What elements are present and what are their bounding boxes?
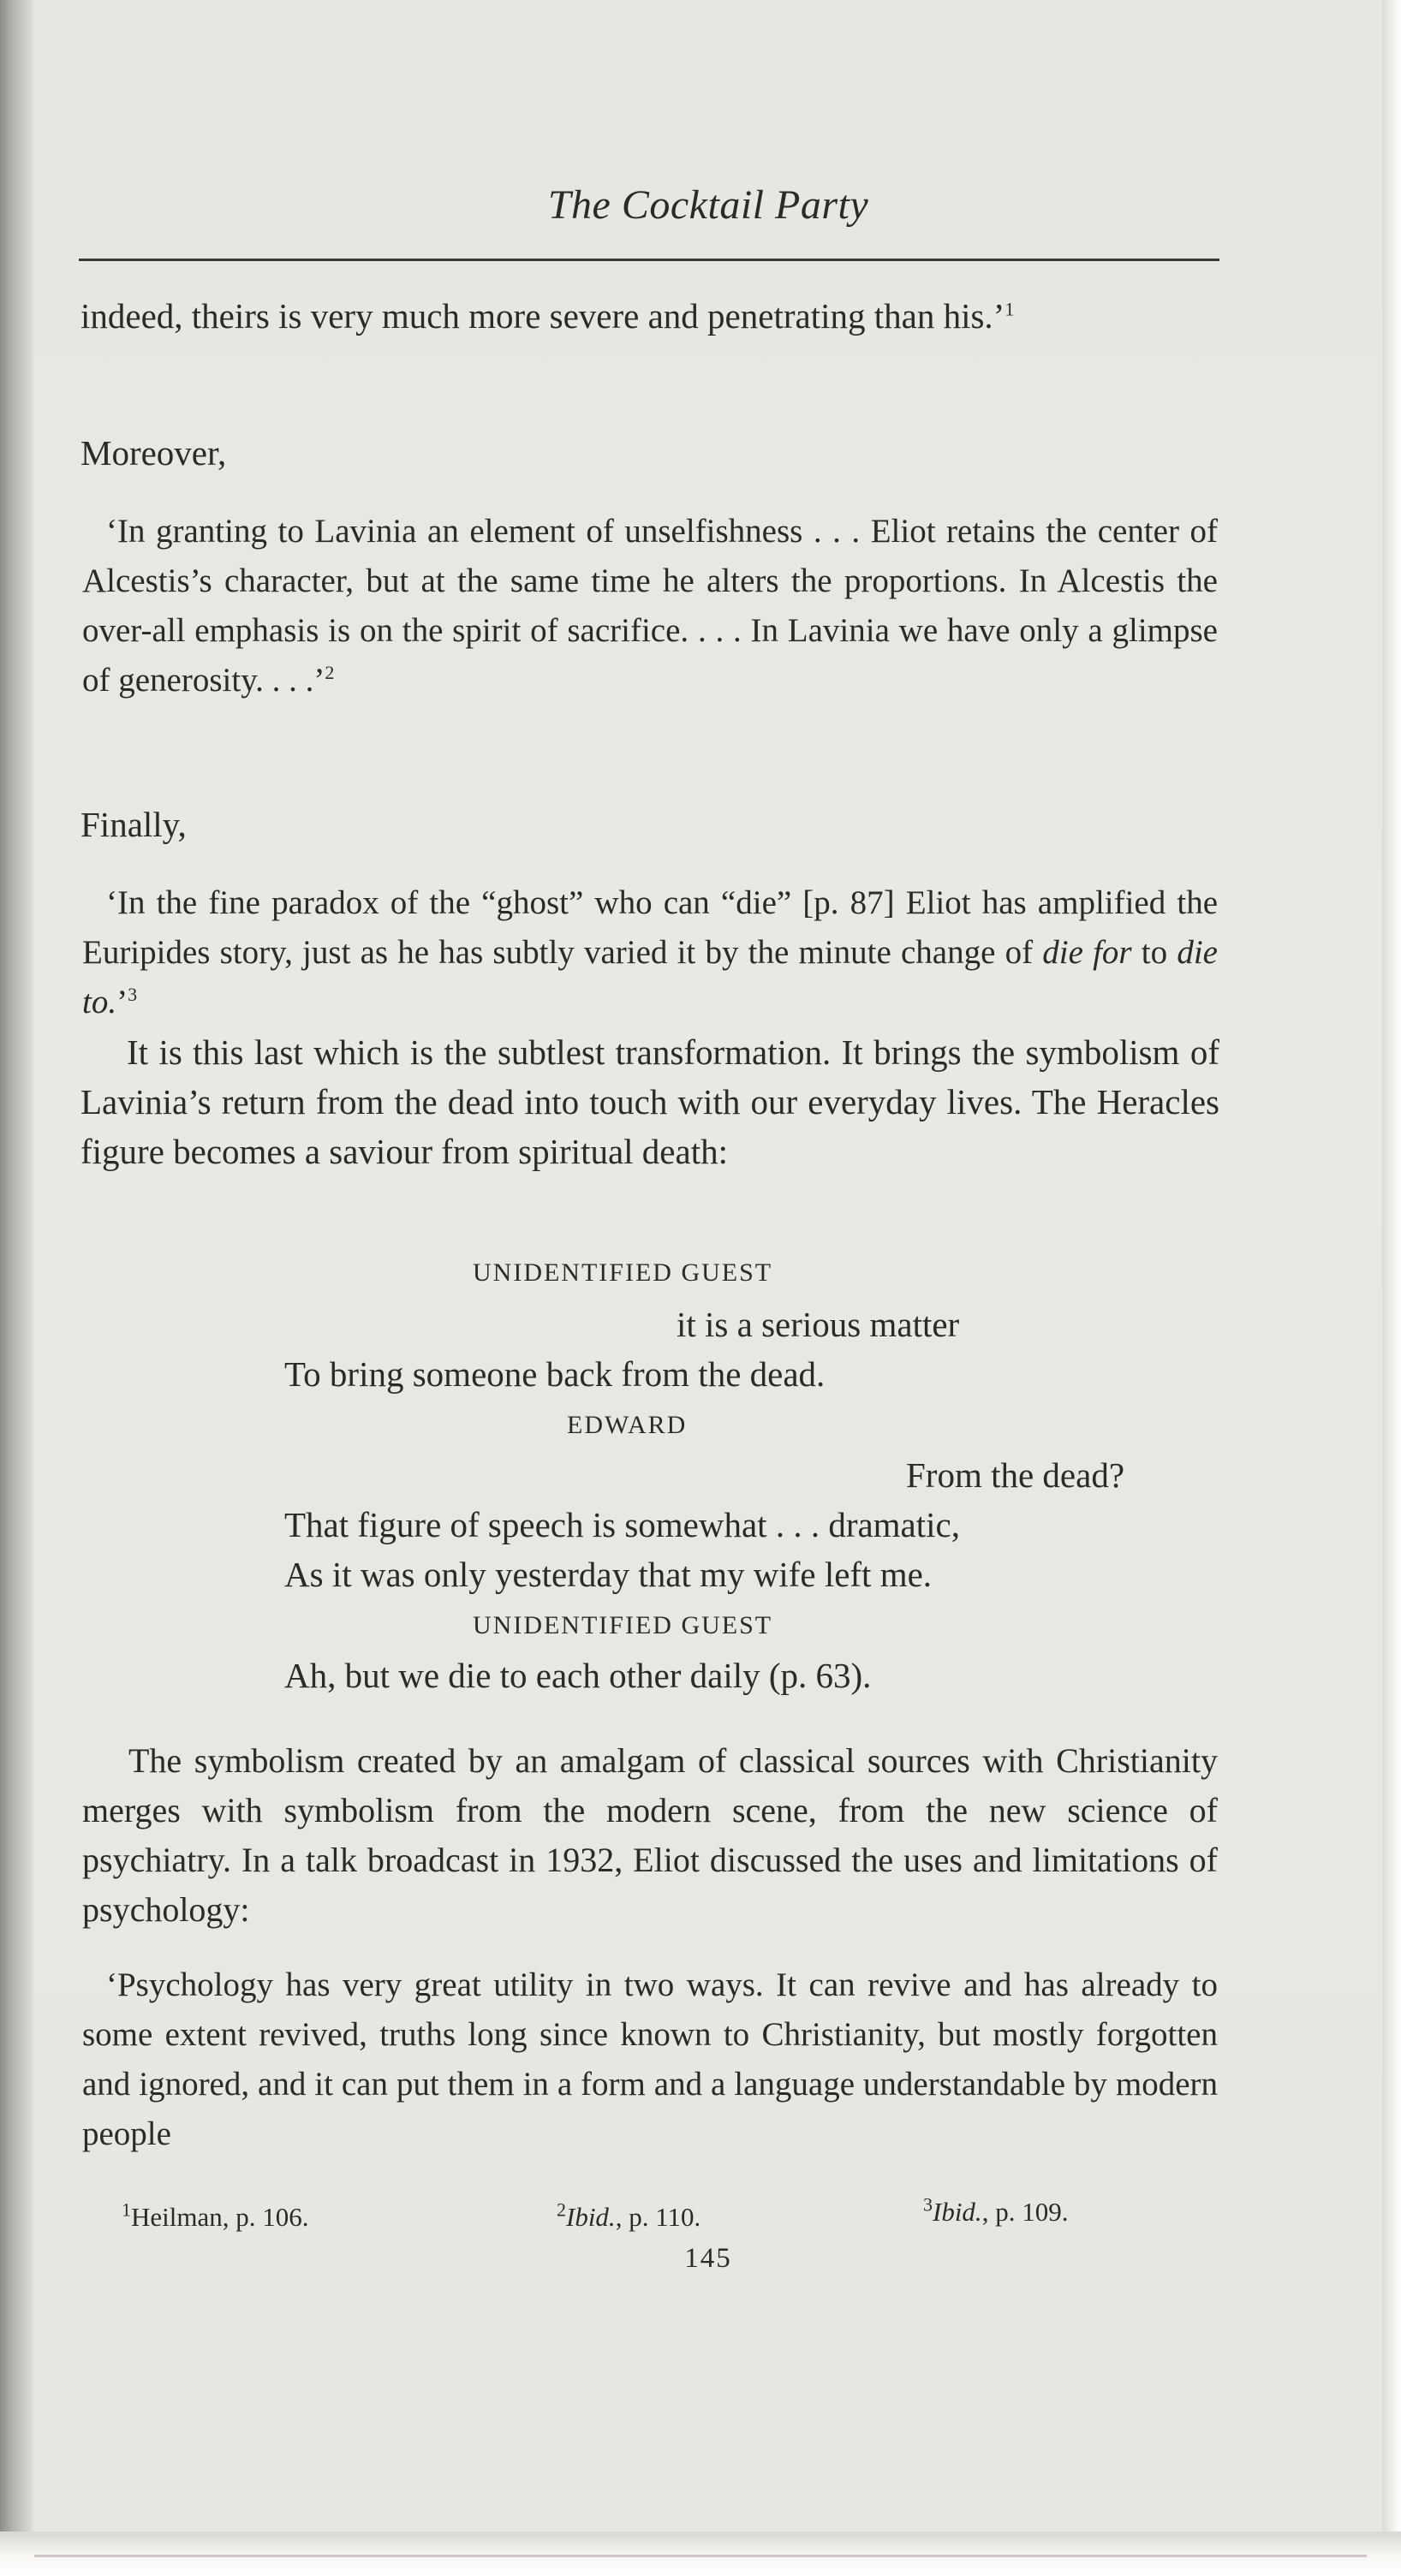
block-quote-2-text-b: to [1131, 934, 1177, 971]
footnote-3-text: , p. 109. [981, 2197, 1069, 2227]
paragraph-4: It is this last which is the subtlest transformation. It brings the symbolism of Lavinia’s return from the dead into touch with our everyday lives. The Heracles figure becomes a saviour from spiritual death: [80, 1032, 1219, 1171]
footnote-ref-2: 2 [325, 662, 335, 683]
footnote-2-text: , p. 110. [615, 2202, 701, 2232]
paragraph-1-text: indeed, theirs is very much more severe and penetrating than his.’ [80, 296, 1005, 336]
page-number: 145 [684, 2243, 732, 2274]
verse-line-6: Ah, but we die to each other daily (p. 63). [284, 1656, 872, 1695]
paragraph-5: The symbolism created by an amalgam of classical sources with Christianity merges with symbolism from the modern scene, from the new science of psychiatry. In a talk broadcast in 1932, Eliot discussed the uses and limitations of psychology: [82, 1741, 1218, 1929]
block-quote-2 [82, 878, 1218, 1027]
footnote-3-ibid: Ibid. [933, 2197, 982, 2227]
footnote-ref-1: 1 [1005, 298, 1015, 320]
footnote-1 [122, 2198, 309, 2233]
footnote-2-mark: 2 [557, 2198, 566, 2221]
footnote-3-mark: 3 [923, 2193, 933, 2216]
footnote-2-ibid: Ibid. [566, 2202, 616, 2232]
footnote-2 [557, 2198, 701, 2233]
page-edge-bottom [0, 2531, 1401, 2576]
running-title: The Cocktail Party [547, 182, 869, 228]
paragraph-3: Finally, [80, 805, 187, 844]
page-edge-right [1382, 0, 1401, 2576]
book-page [34, 0, 1382, 2531]
block-quote-2-italic-2: die to. [82, 934, 1218, 1020]
verse-line-1: it is a serious matter [677, 1305, 960, 1344]
verse-speaker-3: UNIDENTIFIED GUEST [473, 1611, 773, 1639]
footnote-1-text: Heilman, p. 106. [131, 2202, 309, 2232]
verse-line-2: To bring someone back from the dead. [284, 1354, 826, 1394]
block-quote-2-italic-1: die for [1042, 934, 1132, 971]
verse-speaker-2: EDWARD [567, 1411, 688, 1439]
paragraph-2: Moreover, [80, 433, 227, 473]
verse-speaker-1: UNIDENTIFIED GUEST [473, 1258, 773, 1287]
header-rule [79, 259, 1219, 261]
verse-line-5: As it was only yesterday that my wife left me. [284, 1555, 933, 1594]
block-quote-1 [82, 507, 1218, 705]
verse-line-3: From the dead? [906, 1455, 1125, 1495]
footnote-ref-3: 3 [128, 984, 138, 1005]
verse-line-4: That figure of speech is somewhat . . . dramatic, [284, 1505, 960, 1544]
spine-shadow [0, 0, 33, 2576]
paragraph-1 [80, 291, 1219, 341]
block-quote-3: ‘Psychology has very great utility in two ways. It can revive and has already to some extent revived, truths long since known to Christianity, but mostly forgotten and ignored, and it can put them in a form and a language understandable by modern people [82, 1966, 1218, 2152]
bottom-edge-line [34, 2555, 1367, 2557]
block-quote-2-text-a: ‘In the fine paradox of the “ghost” who can “die” [p. 87] Eliot has amplified the Euripides story, just as he has subtly varied it by the minute change of [82, 884, 1218, 971]
footnote-1-mark: 1 [122, 2198, 131, 2221]
block-quote-1-text: ‘In granting to Lavinia an element of unselfishness . . . Eliot retains the center of Alcestis’s character, but at the same time he alters the proportions. In Alcestis the over-all emphasis is on the spirit of sacrifice. . . . In Lavinia we have only a glimpse of generosity. . . .’ [82, 513, 1218, 699]
footnote-3 [923, 2193, 1069, 2228]
block-quote-2-close: ’ [116, 984, 128, 1020]
